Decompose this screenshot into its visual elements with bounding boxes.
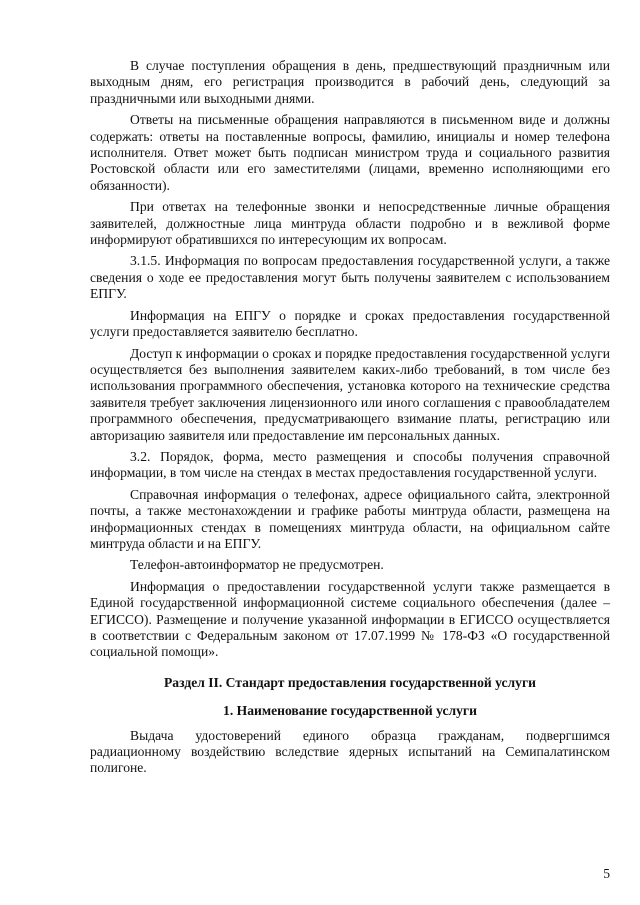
paragraph: Информация на ЕПГУ о порядке и сроках предоставления государственной услуги предоставляется заявителю бесплатно. [90, 307, 610, 340]
paragraph: В случае поступления обращения в день, предшествующий праздничным или выходным дням, его регистрация производится в рабочий день, следующий за праздничными или выходными днями. [90, 58, 610, 106]
paragraph: Справочная информация о телефонах, адресе официального сайта, электронной почты, а также местонахождении и графике работы минтруда области, размещена на информационных стендах в помещениях минтруда области, на официальном сайте минтруда области и на ЕПГУ. [90, 486, 610, 551]
section-heading: Раздел II. Стандарт предоставления государственной услуги [164, 674, 536, 690]
paragraph: 3.2. Порядок, форма, место размещения и способы получения справочной информации, в том числе на стендах в местах предоставления государственной услуги. [90, 448, 610, 481]
page-number: 5 [603, 866, 610, 881]
subsection-heading: 1. Наименование государственной услуги [223, 703, 477, 719]
paragraph: При ответах на телефонные звонки и непосредственные личные обращения заявителей, должностные лица минтруда области подробно и в вежливой форме информируют обратившихся по интересующим их вопросам. [90, 199, 610, 248]
service-name-paragraph: Выдача удостоверений единого образца гражданам, подвергшимся радиационному воздействию вследствие ядерных испытаний на Семипалатинском полигоне. [90, 727, 610, 776]
document-page [90, 58, 610, 777]
paragraph: 3.1.5. Информация по вопросам предоставления государственной услуги, а также сведения о ходе ее предоставления могут быть получены заявителем с использованием ЕПГУ. [90, 253, 610, 302]
paragraph: Телефон-автоинформатор не предусмотрен. [130, 557, 384, 573]
paragraph: Информация о предоставлении государственной услуги также размещается в Единой государственной информационной системе социального обеспечения (далее – ЕГИССО). Размещение и получение указанной информации в ЕГИССО осуществляется в соответствии с Федеральным законом от 17.07.1999 № 178-ФЗ «О государственной социальной помощи». [90, 578, 610, 660]
paragraph: Доступ к информации о сроках и порядке предоставления государственной услуги осуществляется без выполнения заявителем каких-либо требований, в том числе без использования программного обеспечения, установка которого на технические средства заявителя требует заключения лицензионного или иного соглашения с правообладателем программного обеспечения, предусматривающего взимание платы, регистрацию или авторизацию заявителя или предоставление им персональных данных. [90, 345, 610, 443]
paragraph: Ответы на письменные обращения направляются в письменном виде и должны содержать: ответы на поставленные вопросы, фамилию, инициалы и номер телефона исполнителя. Ответ может быть подписан министром труда и социального развития Ростовской области или его заместителями (лицами, временно исполняющими его обязанности). [90, 112, 610, 193]
